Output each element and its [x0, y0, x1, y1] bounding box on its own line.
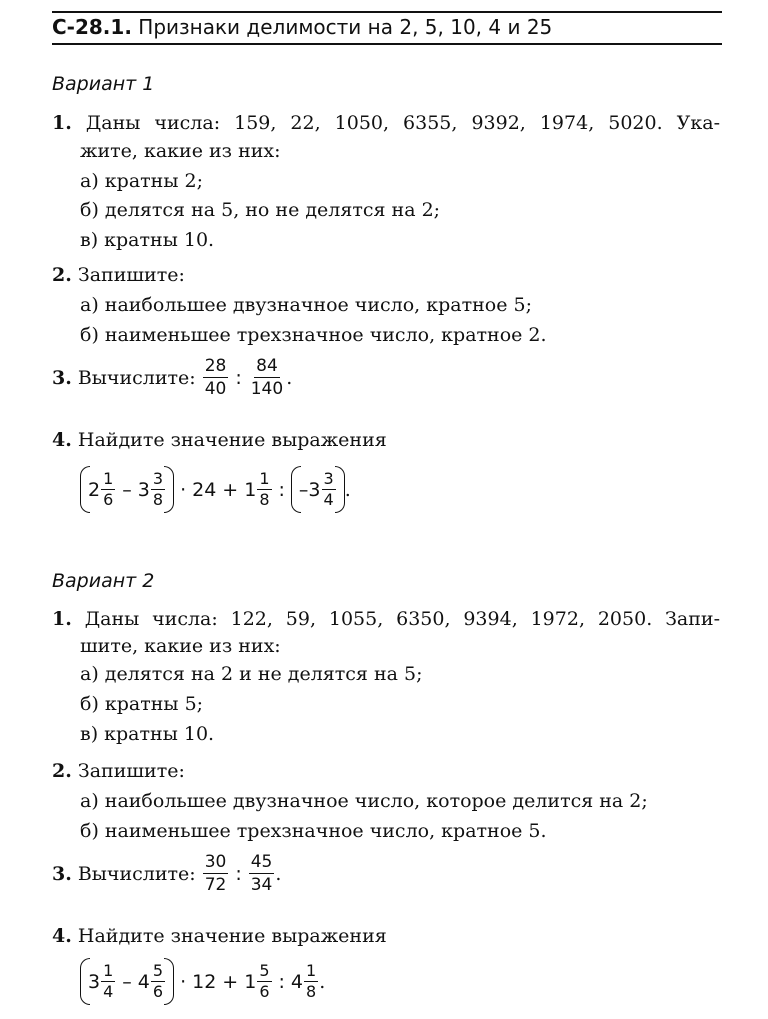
v2-task4-text: Найдите значение выражения [77, 925, 387, 947]
v2-task4-parenthesis: 3 $\frac{1}{4}$ – 4 $\frac{5}{6}$ [80, 962, 174, 1001]
v2-task4-number: 4. [52, 925, 72, 947]
v1-task3-fraction-1: $\frac{28}{40}$ [204, 356, 227, 399]
v1-task2-line [52, 263, 185, 287]
variant-1-title: Вариант 1 [52, 73, 155, 95]
section-header [52, 11, 722, 45]
v2-task2-number: 2. [52, 760, 72, 782]
v1-task2-option-a: а) наибольшее двузначное число, кратное 5; [80, 294, 533, 316]
v1-task1-option-b: б) делятся на 5, но не делятся на 2; [80, 199, 441, 221]
v2-task4-expression: 3 $\frac{1}{4}$ – 4 $\frac{5}{6}$ · 12 + 1 $\frac{5}{6}$ : 4 $\frac{1}{8}$ . [80, 962, 325, 1001]
v2-task1-option-c: в) кратны 10. [80, 723, 215, 745]
v1-task1-option-a: а) кратны 2; [80, 170, 203, 192]
v2-task3-fraction-1: $\frac{30}{72}$ [204, 852, 227, 895]
variant-2-title: Вариант 2 [52, 570, 155, 592]
v2-task3-fraction-2: $\frac{45}{34}$ [250, 852, 273, 895]
v2-task1-number: 1. [52, 608, 72, 630]
v2-task2-option-a: а) наибольшее двузначное число, которое делится на 2; [80, 790, 648, 812]
v2-task3-text: Вычислите: [77, 862, 196, 885]
v2-task2-line [52, 759, 185, 783]
v2-task2-text: Запишите: [77, 760, 185, 782]
v2-task3-number: 3. [52, 862, 72, 885]
v1-task1-option-c: в) кратны 10. [80, 229, 215, 251]
v1-task4-text: Найдите значение выражения [77, 429, 387, 451]
v1-task1-number: 1. [52, 112, 72, 134]
v1-task2-option-b: б) наименьшее трехзначное число, кратное 2. [80, 324, 547, 346]
v1-task2-text: Запишите: [77, 264, 185, 286]
v2-task1-option-a: а) делятся на 2 и не делятся на 5; [80, 663, 423, 685]
section-code: С-28.1. [52, 15, 132, 39]
v1-task3-fraction-2: $\frac{84}{140}$ [250, 356, 284, 399]
v1-task3: 3. Вычислите: $\frac{28}{40}$ : $\frac{84}{140}$ . [52, 356, 293, 399]
v1-task1-text: Даны числа: 159, 22, 1050, 6355, 9392, 1974, 5020. Ука- [85, 112, 720, 134]
v1-task2-number: 2. [52, 264, 72, 286]
v1-task4-expression: 2 $\frac{1}{6}$ – 3 $\frac{3}{8}$ · 24 + 1 $\frac{1}{8}$ : –3 $\frac{3}{4}$ . [80, 470, 351, 509]
v1-task4-parenthesis-2: –3 $\frac{3}{4}$ [291, 470, 345, 509]
section-title: Признаки делимости на 2, 5, 10, 4 и 25 [138, 15, 553, 39]
v1-task4-parenthesis: 2 $\frac{1}{6}$ – 3 $\frac{3}{8}$ [80, 470, 174, 509]
v2-task1-line2: шите, какие из них: [80, 635, 281, 657]
v2-task4-line [52, 924, 387, 948]
v2-task1-option-b: б) кратны 5; [80, 693, 204, 715]
v1-task3-text: Вычислите: [77, 366, 196, 389]
v2-task3: 3. Вычислите: $\frac{30}{72}$ : $\frac{45}{34}$ . [52, 852, 282, 895]
v1-task1-line1 [52, 111, 720, 135]
v1-task1-line2: жите, какие из них: [80, 140, 281, 162]
v1-task4-line [52, 428, 387, 452]
v1-task3-number: 3. [52, 366, 72, 389]
v1-task4-number: 4. [52, 429, 72, 451]
v2-task1-text: Даны числа: 122, 59, 1055, 6350, 9394, 1972, 2050. Запи- [84, 608, 720, 630]
v2-task2-option-b: б) наименьшее трехзначное число, кратное 5. [80, 820, 547, 842]
v2-task1-line1 [52, 607, 720, 631]
